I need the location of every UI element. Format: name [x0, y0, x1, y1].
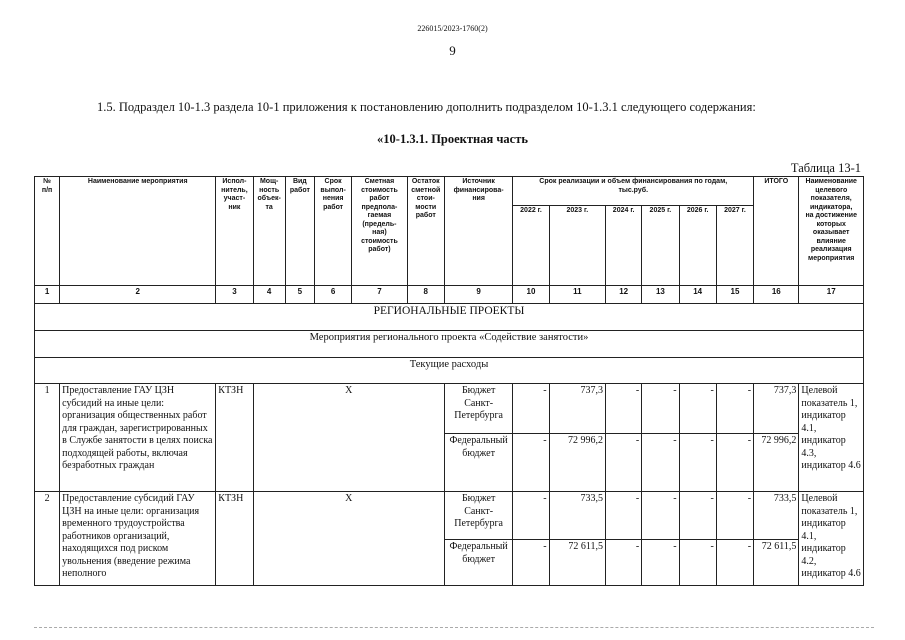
table-label: Таблица 13-1	[790, 161, 861, 175]
band-regional-projects: РЕГИОНАЛЬНЫЕ ПРОЕКТЫ	[35, 304, 864, 331]
col-number: 7	[352, 286, 407, 304]
col-number: 12	[606, 286, 642, 304]
value-2026: -	[679, 540, 716, 586]
value-total: 733,5	[754, 492, 799, 540]
value-2026: -	[679, 434, 716, 492]
header-term: Срок выпол- нения работ	[314, 177, 351, 286]
band-current-expenses: Текущие расходы	[35, 358, 864, 384]
col-number: 2	[60, 286, 216, 304]
col-number: 3	[216, 286, 253, 304]
col-number: 16	[754, 286, 799, 304]
value-2022: -	[513, 384, 549, 434]
col-number: 13	[642, 286, 679, 304]
row-number: 1	[35, 384, 60, 492]
value-2024: -	[606, 492, 642, 540]
value-total: 72 611,5	[754, 540, 799, 586]
col-number: 17	[799, 286, 864, 304]
band-project-events: Мероприятия регионального проекта «Содействие занятости»	[35, 331, 864, 358]
value-2022: -	[513, 434, 549, 492]
page-bottom-divider	[34, 627, 874, 628]
header-source: Источник финансирова- ния	[444, 177, 512, 286]
value-2027: -	[716, 492, 753, 540]
value-2024: -	[606, 384, 642, 434]
funding-source: Бюджет Санкт-Петербурга	[444, 492, 512, 540]
value-2023: 733,5	[549, 492, 605, 540]
col-number: 14	[679, 286, 716, 304]
value-2023: 72 611,5	[549, 540, 605, 586]
table-row	[35, 384, 864, 434]
value-2022: -	[513, 492, 549, 540]
header-year: 2025 г.	[642, 206, 679, 286]
funding-source: Федеральный бюджет	[444, 540, 512, 586]
value-2026: -	[679, 384, 716, 434]
value-2022: -	[513, 540, 549, 586]
intro-paragraph: 1.5. Подраздел 10-1.3 раздела 10-1 приложения к постановлению дополнить подразделом 10-1.3.1 следующего содержания:	[97, 100, 756, 114]
measure-name: Предоставление ГАУ ЦЗН субсидий на иные цели: организация общественных работ для граждан, зарегистрированных в Службе занятости в целях поиска подходящей работы, включая безработных граждан	[60, 384, 216, 492]
target-indicator: Целевой показатель 1, индикатор 4.1, индикатор 4.2, индикатор 4.6	[799, 492, 864, 586]
mark-x: Х	[253, 384, 444, 492]
value-total: 72 996,2	[754, 434, 799, 492]
header-indicator: Наименование целевого показателя, индикатора, на достижение которых оказывает влияние реализация мероприятия	[799, 177, 864, 286]
header-year: 2023 г.	[549, 206, 605, 286]
executor: КТЗН	[216, 492, 253, 586]
header-financing: Срок реализации и объем финансирования по годам, тыс.руб.	[513, 177, 754, 206]
value-2027: -	[716, 384, 753, 434]
header-year: 2022 г.	[513, 206, 549, 286]
value-2025: -	[642, 434, 679, 492]
financing-table	[34, 176, 864, 586]
value-2027: -	[716, 540, 753, 586]
header-total: ИТОГО	[754, 177, 799, 286]
funding-source: Бюджет Санкт-Петербурга	[444, 384, 512, 434]
value-2024: -	[606, 434, 642, 492]
target-indicator: Целевой показатель 1, индикатор 4.1, индикатор 4.3, индикатор 4.6	[799, 384, 864, 492]
header-work-type: Вид работ	[285, 177, 314, 286]
col-number: 15	[716, 286, 753, 304]
value-2024: -	[606, 540, 642, 586]
header-cost: Сметная стоимость работ предпола- гаемая (предель- ная) стоимость работ)	[352, 177, 407, 286]
header-name: Наименование мероприятия	[60, 177, 216, 286]
col-number: 5	[285, 286, 314, 304]
header-year: 2027 г.	[716, 206, 753, 286]
col-number: 10	[513, 286, 549, 304]
section-title: «10-1.3.1. Проектная часть	[377, 132, 528, 146]
col-number: 11	[549, 286, 605, 304]
value-2023: 72 996,2	[549, 434, 605, 492]
funding-source: Федеральный бюджет	[444, 434, 512, 492]
value-2027: -	[716, 434, 753, 492]
header-capacity: Мощ- ность объек- та	[253, 177, 285, 286]
value-total: 737,3	[754, 384, 799, 434]
col-number: 6	[314, 286, 351, 304]
value-2025: -	[642, 540, 679, 586]
page-number: 9	[449, 43, 456, 58]
header-year: 2026 г.	[679, 206, 716, 286]
col-number: 8	[407, 286, 444, 304]
row-number: 2	[35, 492, 60, 586]
col-number: 1	[35, 286, 60, 304]
table-row	[35, 492, 864, 540]
measure-name: Предоставление субсидий ГАУ ЦЗН на иные цели: организация временного трудоустройства работников организаций, находящихся под риском увольнения (введение режима неполного	[60, 492, 216, 586]
value-2023: 737,3	[549, 384, 605, 434]
mark-x: Х	[253, 492, 444, 586]
header-num: № п/п	[35, 177, 60, 286]
document-number: 226015/2023-1760(2)	[417, 24, 488, 33]
value-2026: -	[679, 492, 716, 540]
executor: КТЗН	[216, 384, 253, 492]
column-numbers-row	[35, 286, 864, 304]
col-number: 9	[444, 286, 512, 304]
value-2025: -	[642, 384, 679, 434]
header-year: 2024 г.	[606, 206, 642, 286]
value-2025: -	[642, 492, 679, 540]
col-number: 4	[253, 286, 285, 304]
header-remaining: Остаток сметной стои- мости работ	[407, 177, 444, 286]
header-executor: Испол- нитель, участ- ник	[216, 177, 253, 286]
